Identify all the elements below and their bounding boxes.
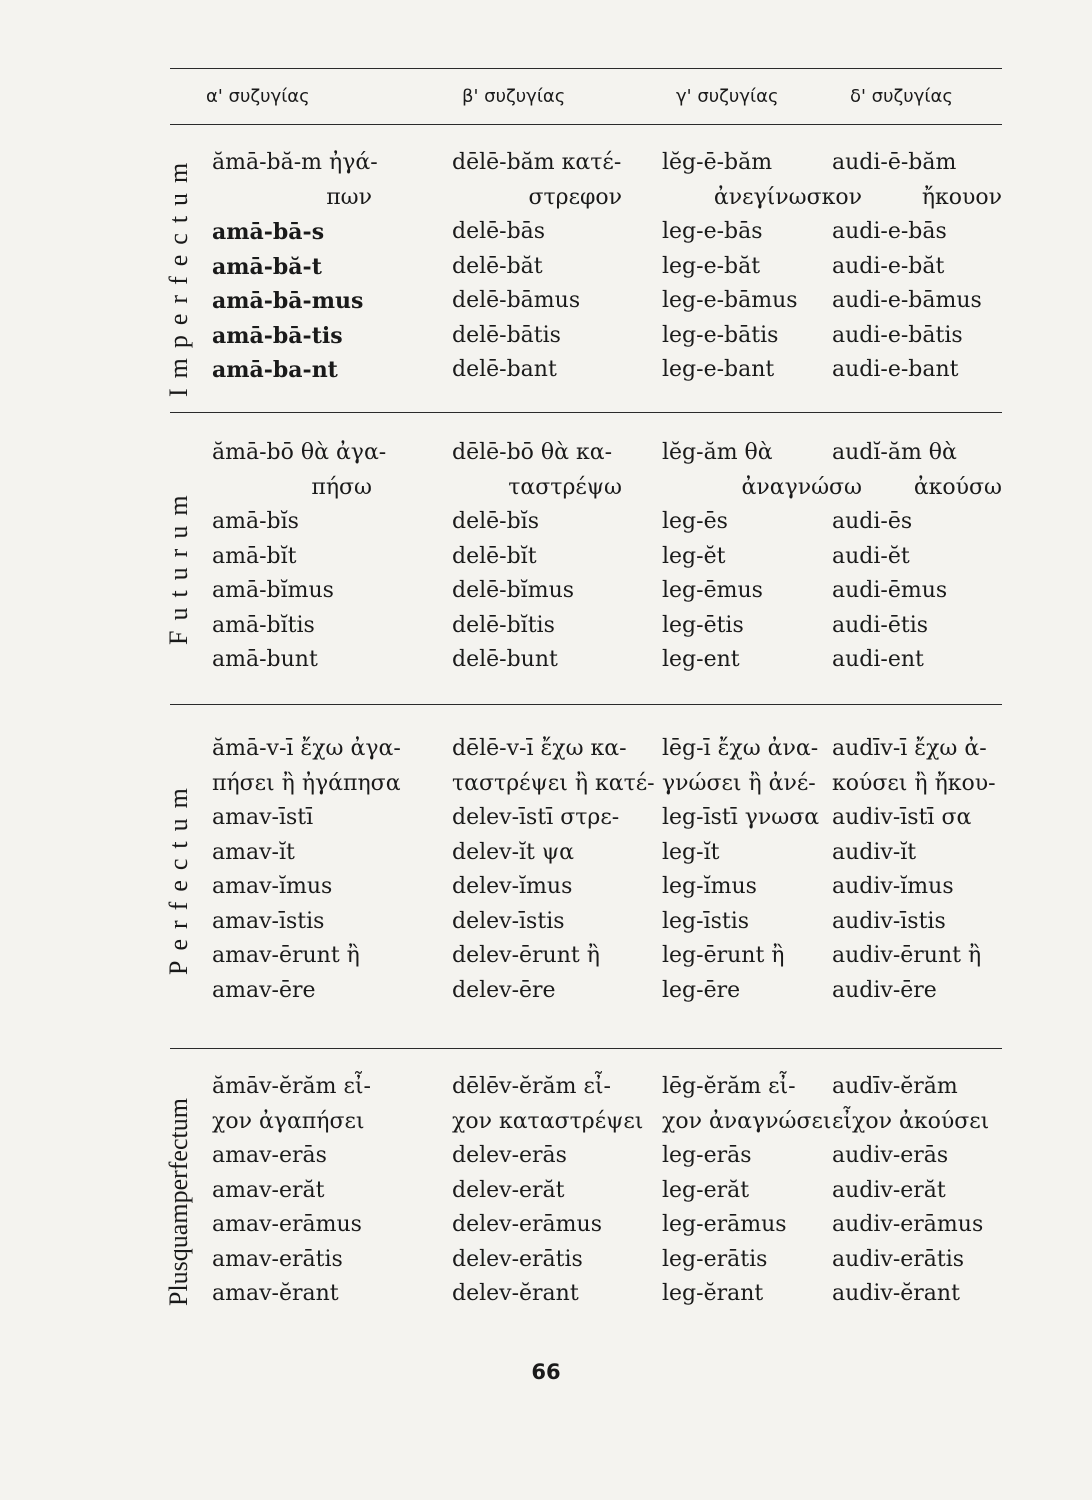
table-cell: delē-bās [452,219,546,244]
table-cell: ămāv-ĕrăm εἶ- [212,1074,371,1099]
table-cell: delē-băt [452,253,543,279]
table-cell: delē-bĭt [452,543,537,569]
table-cell: leg-ēre [662,977,741,1003]
table-cell: lĕg-ăm θὰ [662,440,773,465]
table-cell: χον καταστρέψει [452,1108,644,1134]
table-cell: audi-ētis [832,612,929,638]
table-cell: delev-erăt [452,1177,565,1203]
table-cell: audi-e-băt [832,253,945,279]
section-divider [170,412,1002,413]
table-cell: εἶχον ἀκούσει [832,1108,990,1134]
table-cell: leg-erātis [662,1246,768,1272]
table-cell: audiv-ĕrant [832,1281,960,1306]
table-cell: audi-ĕt [832,543,910,569]
table-cell: amā-bā-mus [212,288,364,314]
table-cell: amav-erātis [212,1246,343,1272]
table-cell: ămā-bă-m ἠγά- [212,150,378,175]
table-cell: ămā-v-ī ἔχω ἀγα- [212,736,401,761]
table-cell: leg-ēs [662,509,728,534]
table-cell: amav-erās [212,1143,327,1168]
table-cell: delē-bāmus [452,288,581,313]
table-cell: audiv-erātis [832,1246,965,1272]
table-cell: delē-bĭs [452,509,540,534]
section-label-perfectum: Perfectum [164,778,193,976]
table-cell: audīv-ī ἔχω ἀ- [832,736,987,761]
table-cell: leg-ĭmus [662,874,757,899]
section-label-futurum: Futurum [164,485,193,645]
table-cell: audiv-ĭt [832,839,917,865]
header-conjugation-1: α' συζυγίας [206,86,310,107]
table-cell: leg-ētis [662,612,744,638]
table-cell: leg-erāmus [662,1212,787,1237]
table-cell: amā-ba-nt [212,357,338,383]
table-cell: leg-ēmus [662,578,763,603]
table-cell: leg-ĭt [662,839,720,865]
table-cell: leg-e-bāmus [662,288,798,313]
table-cell: amā-bĭt [212,543,297,569]
table-cell: ămā-bō θὰ ἀγα- [212,440,387,465]
table-cell: ἀκούσω [913,474,1002,500]
table-cell: delē-bant [452,357,557,382]
table-cell: audiv-ēre [832,977,937,1003]
table-cell: delē-bunt [452,647,558,672]
table-cell: audi-e-bātis [832,322,963,348]
table-cell: amav-ĭt [212,839,295,865]
section-label-imperfectum: Imperfectum [164,152,193,398]
table-cell: leg-ĕt [662,543,726,569]
table-cell: audiv-ērunt ἢ [832,943,982,968]
top-rule [170,68,1002,69]
page-number: 66 [531,1360,561,1384]
table-cell: audi-ē-băm [832,150,957,175]
table-cell: lēg-ĕrăm εἶ- [662,1074,796,1099]
table-cell: leg-ĕrant [662,1281,764,1306]
table-cell: amā-bă-t [212,253,322,280]
table-cell: delev-īstī στρε- [452,805,620,830]
header-conjugation-4: δ' συζυγίας [850,86,953,107]
table-cell: delev-erātis [452,1246,583,1272]
table-cell: audiv-īstis [832,908,946,934]
table-cell: ἀναγνώσω [741,474,862,500]
table-cell: dēlē-bō θὰ κα- [452,440,613,465]
table-cell: delev-ĭt ψα [452,839,574,865]
section-divider [170,1048,1002,1049]
table-cell: πων [326,184,372,210]
table-cell: leg-erās [662,1143,752,1168]
table-cell: amav-ērunt ἢ [212,943,360,968]
table-cell: audiv-erās [832,1143,949,1168]
table-cell: delē-bĭtis [452,612,555,638]
table-cell: πήσω [311,474,372,500]
table-cell: amav-īstī [212,805,314,830]
table-cell: γνώσει ἢ ἀνέ- [662,770,816,796]
table-cell: audi-e-bās [832,219,947,244]
table-cell: ἤκουον [921,184,1002,210]
table-cell: leg-erăt [662,1177,750,1203]
table-cell: χον ἀγαπήσει [212,1108,365,1134]
table-cell: audiv-erăt [832,1177,946,1203]
table-cell: leg-e-bās [662,219,763,244]
table-cell: ταστρέψει ἢ κατέ- [452,770,655,796]
table-cell: dēlē-băm κατέ- [452,150,622,175]
header-rule [170,124,1002,125]
table-cell: ἀνεγίνωσκον [713,184,862,210]
table-cell: amav-ēre [212,977,316,1003]
table-cell: amā-bunt [212,647,318,672]
table-cell: amā-bā-tis [212,322,343,349]
table-cell: amav-erāmus [212,1212,362,1237]
table-cell: amā-bĭs [212,509,299,534]
table-cell: leg-īstī γνωσα [662,805,820,830]
table-cell: χον ἀναγνώσει [662,1108,832,1134]
table-cell: audi-e-bant [832,357,959,382]
table-cell: amav-ĕrant [212,1281,339,1306]
table-cell: audiv-ĭmus [832,874,954,899]
table-cell: leg-e-bant [662,357,775,382]
table-cell: delev-ĭmus [452,874,573,899]
table-cell: amav-erăt [212,1177,325,1203]
table-cell: amā-bā-s [212,219,325,245]
table-cell: amav-ĭmus [212,874,333,899]
table-cell: leg-īstis [662,908,750,934]
table-cell: leg-ērunt ἢ [662,943,785,968]
table-cell: amā-bĭtis [212,612,315,638]
table-cell: delev-erāmus [452,1212,602,1237]
section-label-plusquamperfectum: Plusquamperfectum [164,1098,193,1306]
table-cell: audiv-īstī σα [832,805,972,830]
table-cell: dēlē-v-ī ἔχω κα- [452,736,627,761]
table-cell: audĭ-ăm θὰ [832,440,957,465]
table-cell: dēlēv-ĕrăm εἶ- [452,1074,611,1099]
table-cell: delev-ĕrant [452,1281,579,1306]
table-cell: ταστρέψω [508,474,622,500]
table-cell: κούσει ἢ ἤκου- [832,770,996,796]
table-cell: delev-ērunt ἢ [452,943,600,968]
table-cell: lēg-ī ἔχω ἀνα- [662,736,819,761]
table-cell: leg-e-băt [662,253,761,279]
table-cell: audiv-erāmus [832,1212,984,1237]
table-cell: leg-e-bātis [662,322,779,348]
table-cell: πήσει ἢ ἠγάπησα [212,770,401,796]
table-cell: audi-e-bāmus [832,288,982,313]
table-cell: delev-ēre [452,977,556,1003]
table-cell: delē-bĭmus [452,578,575,603]
table-cell: audi-ēmus [832,578,948,603]
table-cell: amav-īstis [212,908,325,934]
table-cell: delē-bātis [452,322,561,348]
table-cell: audi-ent [832,647,924,672]
table-cell: delev-erās [452,1143,567,1168]
header-conjugation-3: γ' συζυγίας [676,86,779,107]
table-cell: στρεφον [528,184,622,210]
table-cell: leg-ent [662,647,740,672]
table-cell: audi-ēs [832,509,913,534]
table-cell: delev-īstis [452,908,565,934]
table-cell: amā-bĭmus [212,578,334,603]
section-divider [170,704,1002,705]
header-conjugation-2: β' συζυγίας [462,86,566,107]
table-cell: lĕg-ē-băm [662,150,773,175]
table-cell: audīv-ĕrăm [832,1074,958,1099]
